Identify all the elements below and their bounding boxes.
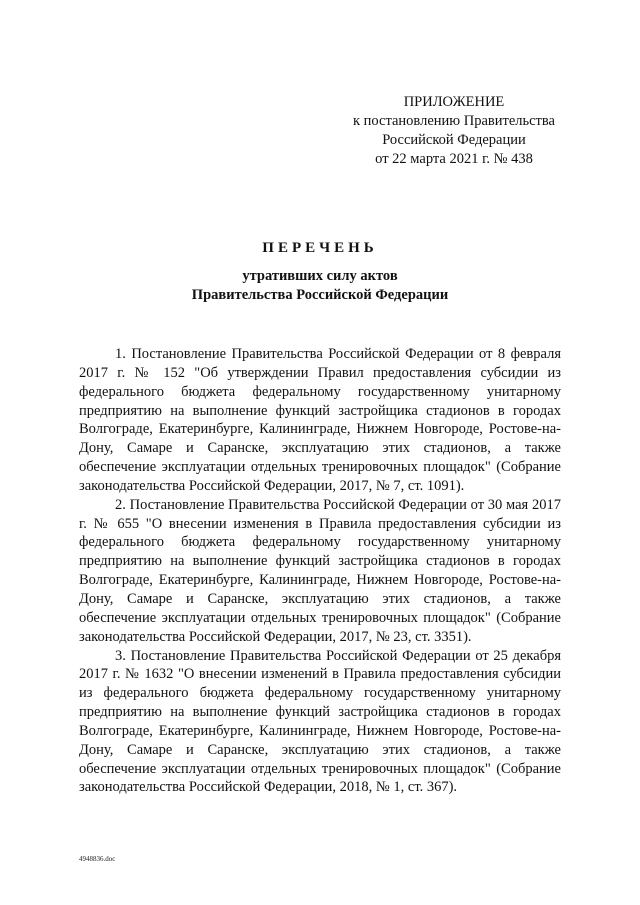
repealed-acts-list bbox=[79, 345, 561, 797]
document-title: ПЕРЕЧЕНЬ bbox=[262, 240, 378, 256]
document-subtitle-line1: утративших силу актов bbox=[242, 268, 398, 284]
appendix-header bbox=[338, 93, 570, 169]
appendix-reference: к постановлению Правительства bbox=[353, 113, 555, 129]
list-item-1: 1. Постановление Правительства Российской Федерации от 8 февраля 2017 г. № 152 "Об утверждении Правил предоставления субсидии из федерального бюджета федеральному государственному унитарному предприятию на выполнение функций застройщика стадионов в городах Волгограде, Екатеринбурге, Калининграде, Нижнем Новгороде, Ростове-на-Дону, Самаре и Саранске, эксплуатацию этих стадионов, а также обеспечение эксплуатации отдельных тренировочных площадок" (Собрание законодательства Российской Федерации, 2017, № 7, ст. 1091). bbox=[79, 346, 561, 494]
list-item-3: 3. Постановление Правительства Российской Федерации от 25 декабря 2017 г. № 1632 "О внесении изменений в Правила предоставления субсидии из федерального бюджета федеральному государственному унитарному предприятию на выполнение функций застройщика стадионов в городах Волгограде, Екатеринбурге, Калининграде, Нижнем Новгороде, Ростове-на-Дону, Самаре и Саранске, эксплуатацию этих стадионов, а также обеспечение эксплуатации отдельных тренировочных площадок" (Собрание законодательства Российской Федерации, 2018, № 1, ст. 367). bbox=[79, 647, 561, 796]
list-item-2: 2. Постановление Правительства Российской Федерации от 30 мая 2017 г. № 655 "О внесении изменения в Правила предоставления субсидии из федерального бюджета федеральному государственному унитарному предприятию на выполнение функций застройщика стадионов в городах Волгограде, Екатеринбурге, Калининграде, Нижнем Новгороде, Ростове-на-Дону, Самаре и Саранске, эксплуатацию этих стадионов, а также обеспечение эксплуатации отдельных тренировочных площадок" (Собрание законодательства Российской Федерации, 2017, № 23, ст. 3351). bbox=[79, 496, 561, 645]
document-subtitle-line2: Правительства Российской Федерации bbox=[191, 287, 449, 303]
appendix-label: ПРИЛОЖЕНИЕ bbox=[403, 94, 505, 110]
document-file-id: 4948836.doc bbox=[79, 855, 116, 863]
appendix-authority: Российской Федерации bbox=[382, 132, 526, 148]
appendix-date-number: от 22 марта 2021 г. № 438 bbox=[375, 151, 533, 167]
